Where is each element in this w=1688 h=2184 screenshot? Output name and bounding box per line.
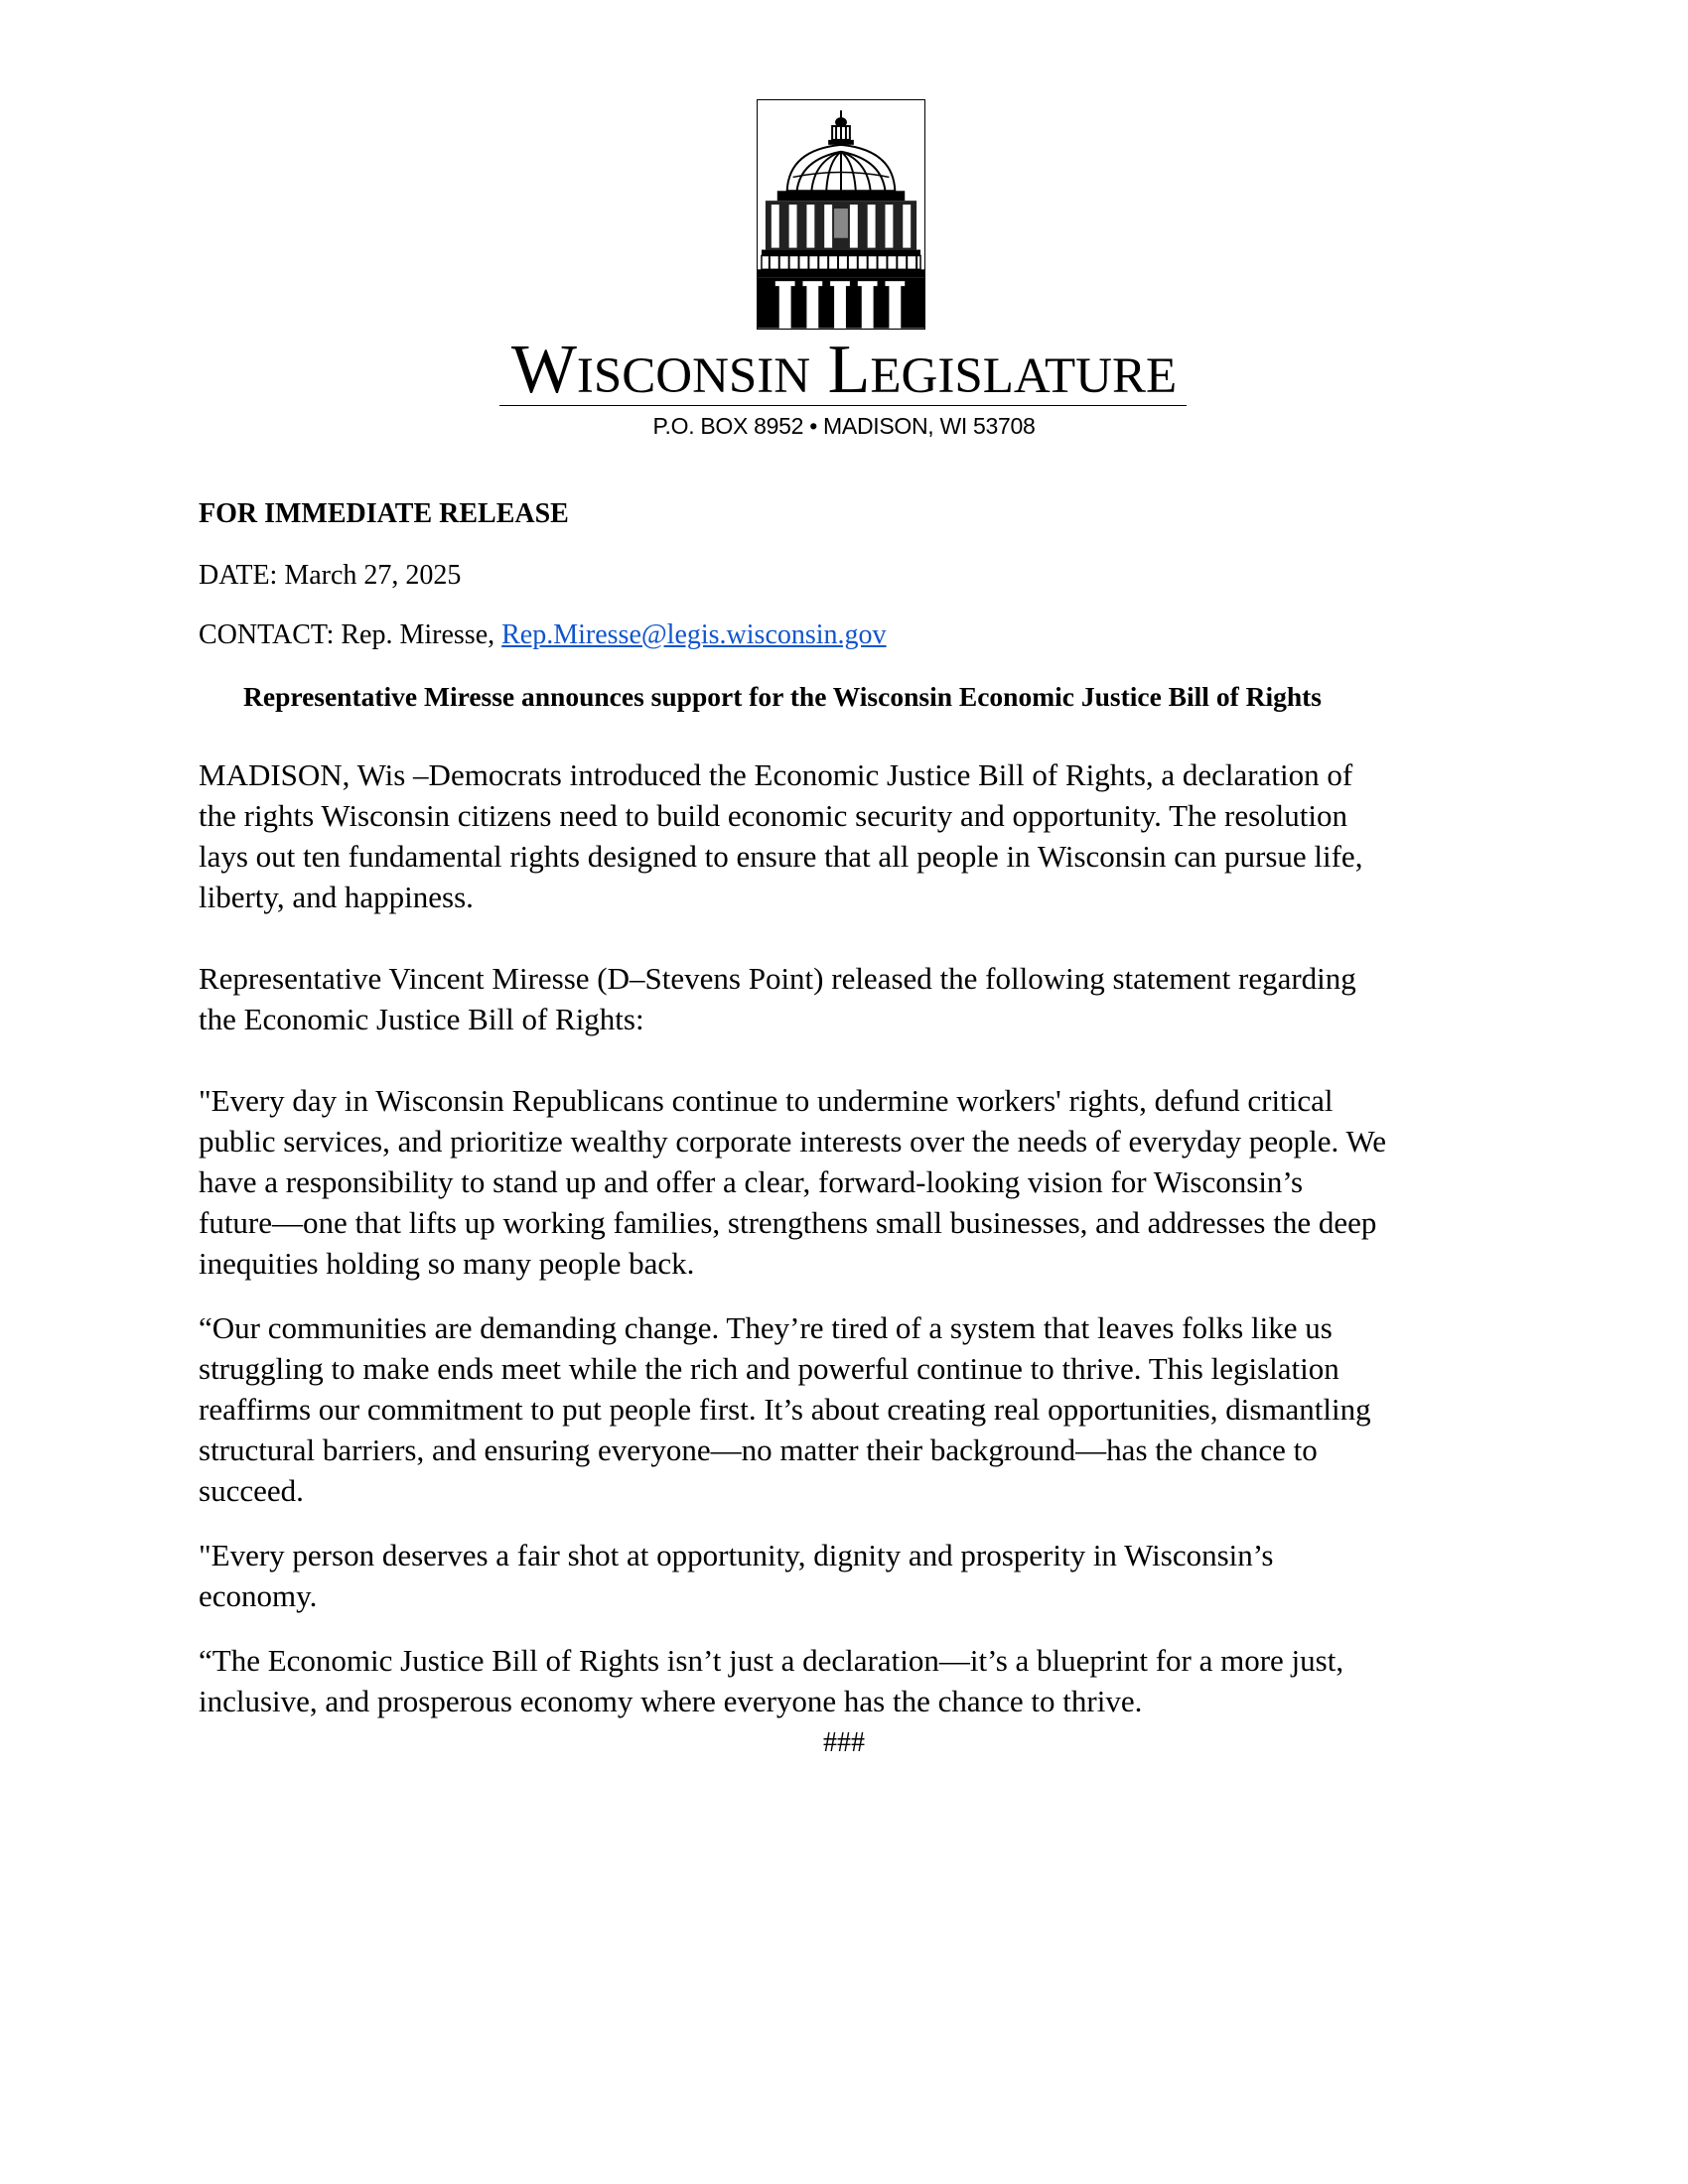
letterhead-divider (499, 405, 1187, 406)
body-paragraph: "Every day in Wisconsin Republicans continue to undermine workers' rights, defund critical public services, and prioritize wealthy corporate interests over the needs of everyday people. We have a responsibility to stand up and offer a clear, forward-looking vision for Wisconsin’s future—one that lifts up working families, strengthens small businesses, and addresses the deep inequities holding so many people back. (199, 1083, 1386, 1281)
body-paragraph: MADISON, Wis –Democrats introduced the Economic Justice Bill of Rights, a declaration of the rights Wisconsin citizens need to build economic security and opportunity. The resolution lays out ten fundamental rights designed to ensure that all people in Wisconsin can pursue life, liberty, and happiness. (199, 757, 1363, 914)
contact-prefix: CONTACT: Rep. Miresse, (199, 619, 502, 650)
organization-address: P.O. BOX 8952 • MADISON, WI 53708 (652, 413, 1036, 439)
body-paragraph: "Every person deserves a fair shot at opportunity, dignity and prosperity in Wisconsin’s economy. (199, 1538, 1274, 1613)
body-paragraph: “The Economic Justice Bill of Rights isn’t just a declaration—it’s a blueprint for a more just, inclusive, and prosperous economy where everyone has the chance to thrive. (199, 1643, 1344, 1718)
release-date: DATE: March 27, 2025 (199, 560, 462, 591)
organization-name-text: WISCONSIN LEGISLATURE (510, 332, 1178, 408)
contact-line (199, 619, 887, 651)
body-paragraph: “Our communities are demanding change. They’re tired of a system that leaves folks like us struggling to make ends meet while the rich and powerful continue to thrive. This legislation reaffirms our commitment to put people first. It’s about creating real opportunities, dismantling structural barriers, and ensuring everyone—no matter their background—has the chance to succeed. (199, 1310, 1371, 1508)
press-release-body (199, 754, 1499, 1745)
contact-email-link[interactable]: Rep.Miresse@legis.wisconsin.gov (501, 619, 887, 650)
body-paragraph: Representative Vincent Miresse (D–Stevens Point) released the following statement regarding the Economic Justice Bill of Rights: (199, 961, 1356, 1036)
organization-name (496, 332, 1192, 411)
end-mark: ### (823, 1727, 865, 1758)
press-release-headline: Representative Miresse announces support for the Wisconsin Economic Justice Bill of Rights (243, 681, 1323, 712)
release-label: FOR IMMEDIATE RELEASE (199, 498, 569, 529)
capitol-dome-icon (757, 99, 925, 330)
letterhead (0, 0, 1688, 447)
